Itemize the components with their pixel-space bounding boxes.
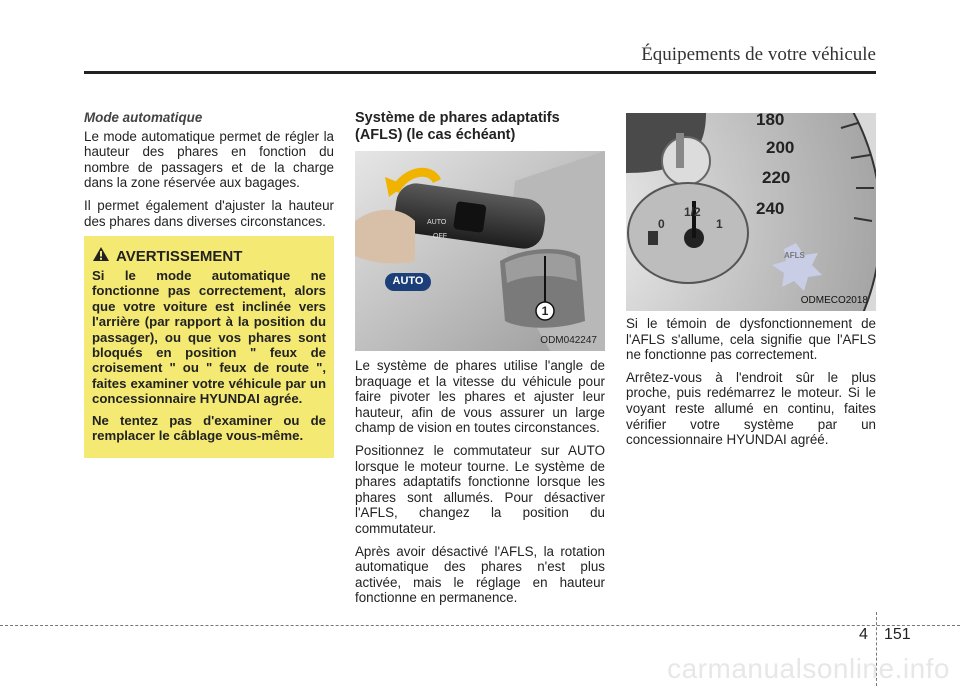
speed-label: 200 (766, 138, 795, 157)
speed-label: 220 (762, 168, 791, 187)
warning-title: AVERTISSEMENT (116, 247, 243, 265)
figure-code: ODM042247 (540, 335, 597, 346)
headlight-switch-illustration (355, 151, 605, 351)
afls-lamp-label: AFLS (784, 251, 805, 260)
callout-number: 1 (541, 304, 549, 318)
auto-label: AUTO (392, 275, 424, 287)
subheading-auto-mode: Mode automatique (84, 110, 203, 125)
chapter-number: 4 (859, 626, 868, 643)
switch-label-off: OFF (433, 233, 447, 240)
switch-label-auto: AUTO (427, 219, 447, 226)
figure-instrument-cluster (626, 113, 876, 311)
section-title-afls: Système de phares adaptatifs (AFLS) (le cas échéant) (355, 110, 560, 143)
warning-text: Ne tentez pas d'examiner ou de remplacer le câblage vous-même. (92, 412, 326, 444)
page-number: 151 (884, 626, 911, 643)
paragraph: Si le témoin de dysfonctionnement de l'AFLS s'allume, cela signifie que l'AFLS ne fonctionne pas correctement. (626, 316, 876, 363)
warning-text: Si le mode automatique ne fonctionne pas correctement, alors que votre voiture est inclinée vers l'arrière (par rapport à la position du passager), ou que vos phares sont bloqués en position " feux de croisement " ou " feux de route ", faites examiner votre véhicule par un concessionnaire HYUNDAI agrée. (92, 268, 326, 407)
speed-label: 240 (756, 199, 785, 218)
figure-headlight-switch (355, 151, 605, 351)
speed-label: 180 (756, 113, 785, 129)
paragraph: Arrêtez-vous à l'endroit sûr le plus proche, puis redémarrez le moteur. Si le voyant reste allumé en continu, faites vérifier votre système par un concessionnaire HYUNDAI agréé. (626, 369, 876, 448)
watermark: carmanualsonline.info (667, 653, 950, 684)
footer-divider (0, 625, 960, 626)
warning-box (84, 236, 334, 458)
paragraph: Le système de phares utilise l'angle de braquage et la vitesse du véhicule pour faire pivoter les phares et ajuster leur hauteur, afin de vous assurer un large champ de vision en toutes circonstances. (355, 358, 605, 436)
warning-triangle-icon (92, 246, 110, 266)
instrument-cluster-illustration (626, 113, 876, 311)
paragraph: Le mode automatique permet de régler la hauteur des phares en fonction du nombre de passagers et de la charge dans la zone réservée aux bagages. (84, 128, 334, 191)
fuel-label: 0 (658, 217, 665, 231)
warning-header (92, 246, 326, 266)
fuel-label: 1 (716, 217, 723, 231)
paragraph: Après avoir désactivé l'AFLS, la rotation automatique des phares n'est plus activée, mais le réglage en hauteur fonctionne en permanence. (355, 543, 605, 606)
fuel-label: 1/2 (684, 205, 701, 219)
column-middle-body (355, 358, 605, 613)
page-header-title: Équipements de votre véhicule (641, 44, 876, 65)
header-rule (84, 71, 876, 74)
paragraph: Il permet également d'ajuster la hauteur des phares dans diverses circonstances. (84, 197, 334, 229)
paragraph: Positionnez le commutateur sur AUTO lorsque le moteur tourne. Le système de phares adaptatifs fonctionne lorsque les phares sont allumés. Pour désactiver l'AFLS, changez la position du commutateur. (355, 442, 605, 536)
column-left (84, 110, 334, 236)
column-right-body (626, 316, 876, 455)
column-middle (355, 110, 605, 154)
figure-code: ODMECO2018 (800, 295, 868, 306)
